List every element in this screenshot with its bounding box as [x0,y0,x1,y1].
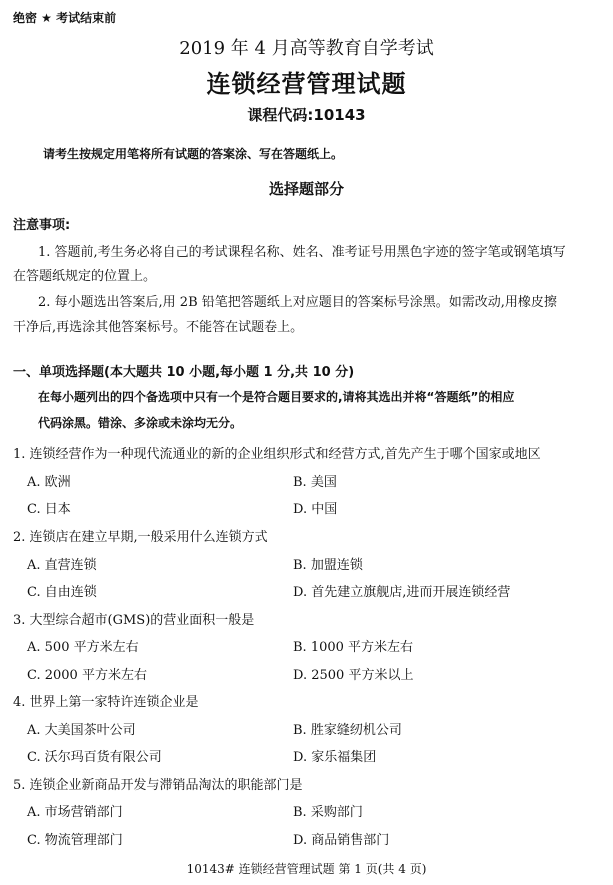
question-4-option-d: D. 家乐福集团 [293,750,377,765]
question-2-option-a: A. 直营连锁 [27,558,97,573]
section-title: 选择题部分 [268,180,344,198]
part1-desc-line-2: 代码涂黑。错涂、多涂或未涂均无分。 [38,416,243,430]
question-5-option-d: D. 商品销售部门 [293,833,390,848]
confidential-label: 绝密 ★ 考试结束前 [13,11,117,25]
question-5-option-c: C. 物流管理部门 [27,833,123,848]
question-5-option-a: A. 市场营销部门 [27,805,123,820]
question-4-stem: 4. 世界上第一家特许连锁企业是 [13,695,199,710]
question-2-stem: 2. 连锁店在建立早期,一般采用什么连锁方式 [13,530,268,545]
course-code: 课程代码:10143 [247,106,366,124]
question-3-option-b: B. 1000 平方米左右 [293,640,414,655]
part1-desc-line-1: 在每小题列出的四个备选项中只有一个是符合题目要求的,请将其选出并将“答题纸”的相应 [38,390,515,404]
question-5-stem: 5. 连锁企业新商品开发与滞销品淘汰的职能部门是 [13,778,303,793]
question-5-option-b: B. 采购部门 [293,805,363,820]
question-3-option-a: A. 500 平方米左右 [27,640,139,655]
question-2-option-b: B. 加盟连锁 [293,558,363,573]
question-1-option-c: C. 日本 [27,502,71,517]
question-3-option-d: D. 2500 平方米以上 [293,668,414,683]
answer-instruction: 请考生按规定用笔将所有试题的答案涂、写在答题纸上。 [43,147,344,161]
page-footer: 10143# 连锁经营管理试题 第 1 页(共 4 页) [186,862,427,876]
question-4-option-a: A. 大美国茶叶公司 [27,723,136,738]
part1-heading: 一、单项选择题(本大题共 10 小题,每小题 1 分,共 10 分) [13,365,355,380]
question-1-stem: 1. 连锁经营作为一种现代流通业的新的企业组织形式和经营方式,首先产生于哪个国家或地区 [13,447,541,462]
question-3-option-c: C. 2000 平方米左右 [27,668,147,683]
note-2-line-2: 干净后,再选涂其他答案标号。不能答在试题卷上。 [13,320,304,335]
question-2-option-c: C. 自由连锁 [27,585,97,600]
subject-title: 连锁经营管理试题 [206,70,407,98]
note-1-line-2: 在答题纸规定的位置上。 [13,269,157,284]
notes-heading: 注意事项: [13,218,71,233]
question-1-option-b: B. 美国 [293,475,337,490]
question-4-option-c: C. 沃尔玛百货有限公司 [27,750,162,765]
question-1-option-a: A. 欧洲 [27,475,71,490]
question-3-stem: 3. 大型综合超市(GMS)的营业面积一般是 [13,613,255,628]
question-1-option-d: D. 中国 [293,502,338,517]
question-2-option-d: D. 首先建立旗舰店,进而开展连锁经营 [293,585,511,600]
note-1-line-1: 1. 答题前,考生务必将自己的考试课程名称、姓名、准考证号用黑色字迹的签字笔或钢笔填写 [38,245,566,260]
question-4-option-b: B. 胜家缝纫机公司 [293,723,402,738]
note-2-line-1: 2. 每小题选出答案后,用 2B 铅笔把答题纸上对应题目的答案标号涂黑。如需改动,用橡皮擦 [38,295,557,310]
exam-title: 2019 年 4 月高等教育自学考试 [179,38,434,59]
